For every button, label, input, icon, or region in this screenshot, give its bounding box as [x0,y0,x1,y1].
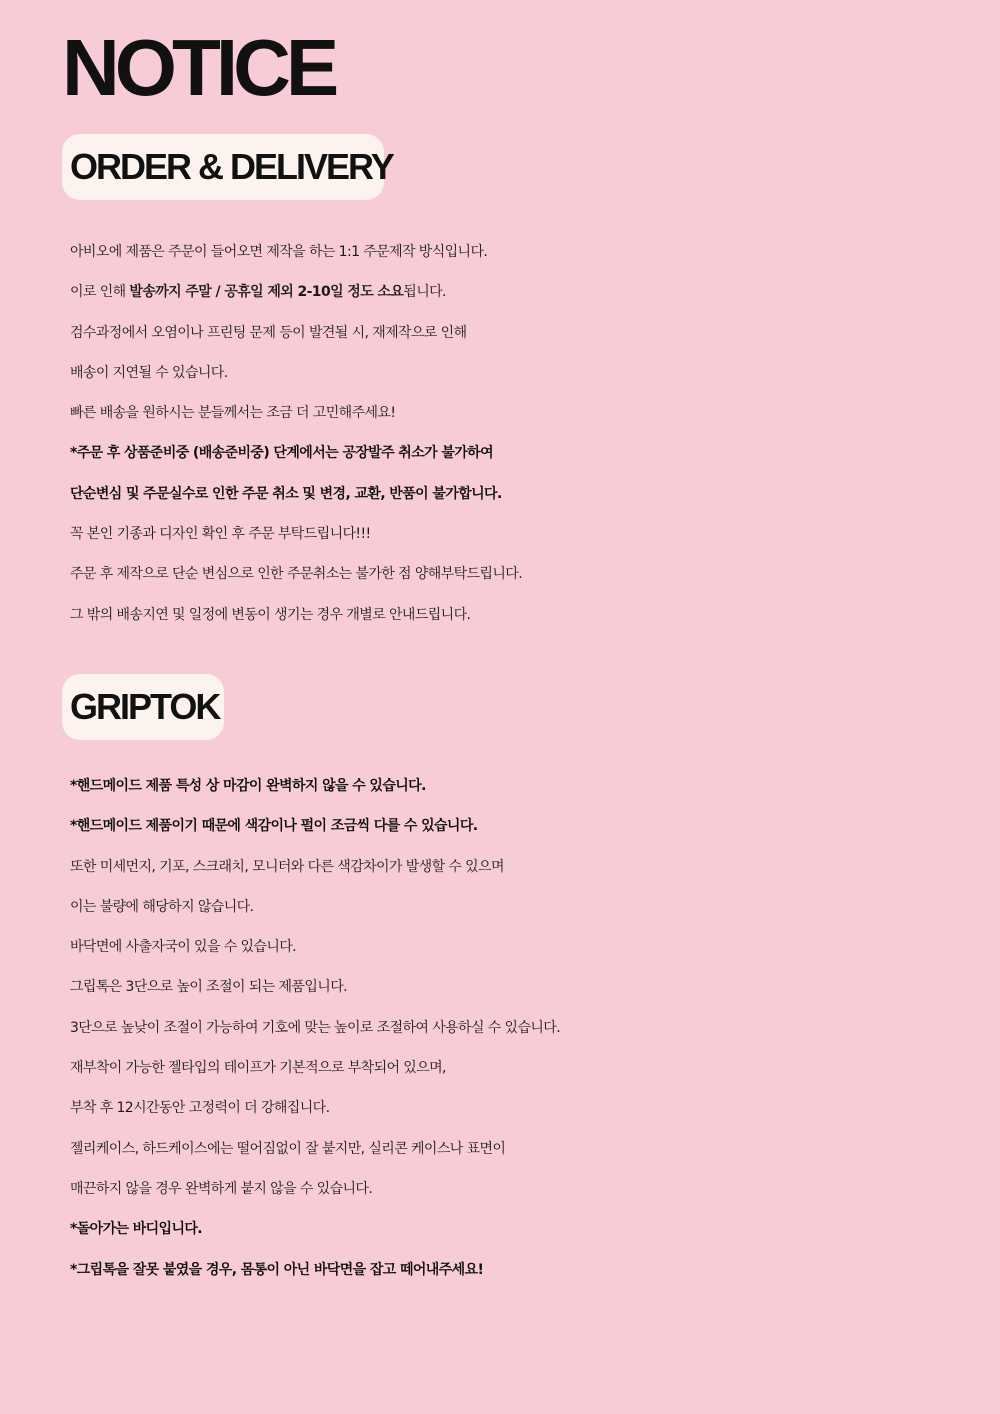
griptok-line-10: 젤리케이스, 하드케이스에는 떨어짐없이 잘 붙지만, 실리콘 케이스나 표면이 [70,1140,506,1157]
order-line-3: 검수과정에서 오염이나 프린팅 문제 등이 발견될 시, 재제작으로 인해 [70,324,467,341]
griptok-line-1: *핸드메이드 제품 특성 상 마감이 완벽하지 않을 수 있습니다. [70,778,426,794]
order-line-2-pre: 이로 인해 [70,284,130,301]
griptok-line-9: 부착 후 12시간동안 고정력이 더 강해집니다. [70,1100,330,1117]
griptok-line-13: *그립톡을 잘못 붙였을 경우, 몸통이 아닌 바닥면을 잡고 떼어내주세요! [70,1261,484,1278]
order-line-2 [70,272,970,312]
page-title: NOTICE [62,23,335,112]
order-delivery-heading: ORDER & DELIVERY [62,134,384,200]
order-line-4: 배송이 지연될 수 있습니다. [70,364,228,381]
griptok-line-6: 그립톡은 3단으로 높이 조절이 되는 제품입니다. [70,979,347,996]
order-line-5: 빠른 배송을 원하시는 분들께서는 조금 더 고민해주세요! [70,405,396,422]
griptok-line-4: 이는 불량에 해당하지 않습니다. [70,898,254,915]
order-line-2-post: 됩니다. [403,284,446,301]
griptok-heading: GRIPTOK [62,674,224,740]
griptok-line-5: 바닥면에 사출자국이 있을 수 있습니다. [70,939,297,956]
griptok-notice [70,766,970,1290]
griptok-line-3: 또한 미세먼지, 기포, 스크래치, 모니터와 다른 색감차이가 발생할 수 있으며 [70,858,504,875]
order-line-9: 주문 후 제작으로 단순 변심으로 인한 주문취소는 불가한 점 양해부탁드립니다. [70,566,523,583]
griptok-line-7: 3단으로 높낮이 조절이 가능하여 기호에 맞는 높이로 조절하여 사용하실 수 있습니다. [70,1019,561,1036]
order-line-7: 단순변심 및 주문실수로 인한 주문 취소 및 변경, 교환, 반품이 불가합니다. [70,485,502,502]
griptok-line-12: *돌아가는 바디입니다. [70,1221,203,1238]
order-line-6: *주문 후 상품준비중 (배송준비중) 단계에서는 공장발주 취소가 불가하여 [70,445,494,462]
griptok-line-11: 매끈하지 않을 경우 완벽하게 붙지 않을 수 있습니다. [70,1180,373,1197]
order-delivery-notice [70,232,970,635]
griptok-line-2: *핸드메이드 제품이기 때문에 색감이나 펄이 조금씩 다를 수 있습니다. [70,818,478,835]
griptok-line-8: 재부착이 가능한 젤타입의 테이프가 기본적으로 부착되어 있으며, [70,1060,446,1077]
order-line-10: 그 밖의 배송지연 및 일정에 변동이 생기는 경우 개별로 안내드립니다. [70,606,471,623]
order-line-8: 꼭 본인 기종과 디자인 확인 후 주문 부탁드립니다!!! [70,526,371,543]
order-line-2-bold: 발송까지 주말 / 공휴일 제외 2-10일 정도 소요 [129,284,404,301]
order-line-1: 아비오에 제품은 주문이 들어오면 제작을 하는 1:1 주문제작 방식입니다. [70,244,488,260]
